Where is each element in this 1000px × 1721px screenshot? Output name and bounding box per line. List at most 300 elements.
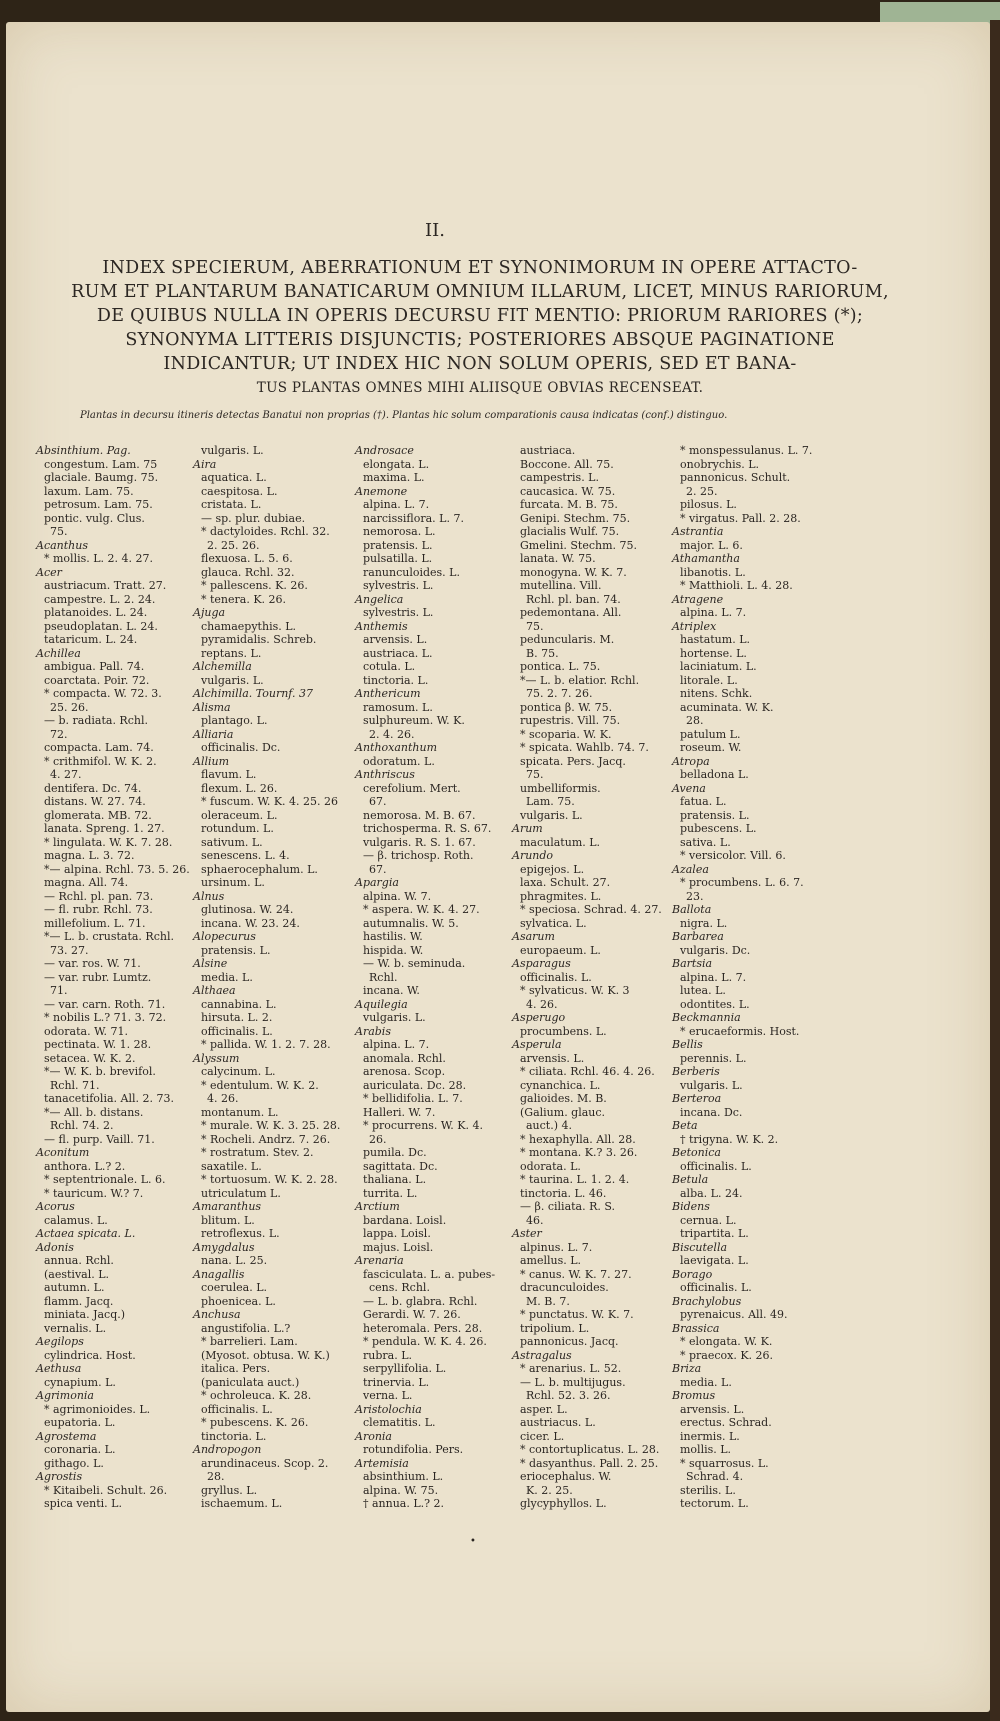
- genus-heading: Ajuga: [193, 606, 226, 619]
- species-entry: officinalis. L.: [680, 1159, 752, 1173]
- genus-heading: Athamantha: [672, 552, 740, 565]
- genus-heading: Andropogon: [193, 1443, 262, 1456]
- species-entry: incana. Dc.: [680, 1105, 743, 1119]
- species-entry: inermis. L.: [680, 1429, 740, 1443]
- species-entry: caucasica. W. 75.: [520, 484, 616, 498]
- species-entry: 2. 25. 26.: [207, 538, 260, 552]
- species-entry: 75. 2. 7. 26.: [526, 687, 593, 700]
- species-entry: rubra. L.: [363, 1348, 412, 1362]
- species-entry: angustifolia. L.?: [201, 1321, 291, 1335]
- species-entry: B. 75.: [526, 646, 559, 660]
- species-entry: tataricum. L. 24.: [44, 633, 138, 646]
- index-column-2: [193, 444, 353, 1511]
- genus-heading: Anemone: [355, 484, 408, 498]
- species-entry: * praecox. K. 26.: [680, 1348, 774, 1362]
- genus-heading: Agrostis: [36, 1470, 83, 1483]
- species-entry: maxima. L.: [363, 471, 425, 484]
- species-entry: 28.: [686, 714, 704, 727]
- species-entry: nigra. L.: [680, 916, 728, 930]
- species-entry: arvensis. L.: [363, 633, 428, 646]
- species-entry: * hexaphylla. All. 28.: [520, 1132, 636, 1146]
- species-entry: pseudoplatan. L. 24.: [44, 619, 158, 633]
- genus-heading: Beckmannia: [672, 1011, 741, 1024]
- species-entry: glaciale. Baumg. 75.: [44, 471, 159, 484]
- species-entry: coerulea. L.: [201, 1281, 268, 1294]
- species-entry: 67.: [369, 862, 387, 876]
- species-entry: * ciliata. Rchl. 46. 4. 26.: [520, 1065, 655, 1078]
- species-entry: laxa. Schult. 27.: [520, 876, 611, 889]
- species-entry: saxatile. L.: [201, 1159, 262, 1173]
- species-entry: — fl. purp. Vaill. 71.: [44, 1132, 155, 1146]
- species-entry: glutinosa. W. 24.: [201, 903, 294, 916]
- species-entry: vulgaris. L.: [363, 1011, 426, 1024]
- species-entry: media. L.: [680, 1375, 732, 1389]
- species-entry: vulgaris. L.: [201, 444, 264, 457]
- genus-heading: Anthriscus: [355, 768, 415, 781]
- species-entry: ramosum. L.: [363, 700, 433, 714]
- title-line: DE QUIBUS NULLA IN OPERIS DECURSU FIT MENTIO: PRIORUM RARIORES (*);: [96, 306, 864, 326]
- species-entry: miniata. Jacq.): [44, 1308, 126, 1321]
- species-entry: vulgaris. Dc.: [680, 943, 751, 957]
- species-entry: eriocephalus. W.: [520, 1470, 612, 1483]
- species-entry: * procumbens. L. 6. 7.: [680, 876, 804, 889]
- genus-heading: Brachylobus: [672, 1294, 742, 1308]
- species-entry: pratensis. L.: [201, 943, 271, 957]
- species-entry: — W. b. seminuda.: [363, 957, 466, 970]
- genus-heading: Alisma: [193, 700, 231, 714]
- species-entry: — Rchl. pl. pan. 73.: [44, 889, 154, 903]
- species-entry: litorale. L.: [680, 673, 738, 687]
- species-entry: millefolium. L. 71.: [44, 916, 146, 930]
- species-entry: — L. b. glabra. Rchl.: [363, 1294, 478, 1308]
- species-entry: sylvestris. L.: [363, 606, 434, 619]
- species-entry: Halleri. W. 7.: [363, 1105, 436, 1119]
- species-entry: pedemontana. All.: [520, 606, 622, 619]
- species-entry: fatua. L.: [680, 795, 727, 808]
- species-entry: † annua. L.? 2.: [363, 1497, 445, 1510]
- species-entry: tinctoria. L.: [201, 1429, 267, 1443]
- species-entry: austriaca. L.: [363, 646, 433, 660]
- species-entry: * virgatus. Pall. 2. 28.: [680, 511, 801, 525]
- species-entry: tinctoria. L.: [363, 673, 429, 687]
- species-entry: perennis. L.: [680, 1051, 747, 1065]
- species-entry: Rchl. pl. ban. 74.: [526, 592, 621, 606]
- genus-heading: Ballota: [672, 903, 712, 916]
- species-entry: 71.: [50, 984, 68, 997]
- genus-heading: Amygdalus: [193, 1240, 255, 1254]
- species-entry: rotundum. L.: [201, 822, 274, 835]
- species-entry: procumbens. L.: [520, 1024, 607, 1038]
- species-entry: arenosa. Scop.: [363, 1065, 446, 1078]
- species-entry: coarctata. Poir. 72.: [44, 673, 150, 687]
- genus-heading: Arctium: [355, 1200, 400, 1213]
- genus-heading: Althaea: [193, 984, 236, 997]
- species-entry: 2. 25.: [686, 484, 718, 498]
- species-entry: turrita. L.: [363, 1186, 418, 1200]
- species-entry: 26.: [369, 1132, 387, 1146]
- species-entry: alpina. W. 75.: [363, 1483, 439, 1497]
- species-entry: — β. trichosp. Roth.: [363, 849, 474, 862]
- species-entry: Boccone. All. 75.: [520, 457, 614, 471]
- species-entry: cens. Rchl.: [369, 1281, 430, 1294]
- species-entry: * versicolor. Vill. 6.: [680, 849, 786, 862]
- species-entry: * monspessulanus. L. 7.: [680, 444, 813, 457]
- species-entry: nana. L. 25.: [201, 1254, 268, 1267]
- species-entry: nitens. Schk.: [680, 687, 753, 700]
- species-entry: * nobilis L.? 71. 3. 72.: [44, 1011, 167, 1024]
- species-entry: * septentrionale. L. 6.: [44, 1173, 166, 1186]
- genus-heading: Aegilops: [36, 1335, 84, 1348]
- species-entry: Gmelini. Stechm. 75.: [520, 538, 637, 552]
- genus-heading: Alyssum: [193, 1051, 240, 1065]
- species-entry: pontica. L. 75.: [520, 660, 601, 673]
- species-entry: * dasyanthus. Pall. 2. 25.: [520, 1456, 659, 1470]
- genus-heading: Berberis: [672, 1065, 720, 1078]
- genus-heading: Artemisia: [355, 1456, 409, 1470]
- genus-heading: Adonis: [36, 1240, 74, 1254]
- species-entry: * barrelieri. Lam.: [201, 1335, 298, 1348]
- species-entry: * taurina. L. 1. 2. 4.: [520, 1173, 630, 1186]
- species-entry: peduncularis. M.: [520, 633, 615, 646]
- species-entry: sativum. L.: [201, 835, 263, 849]
- species-entry: hortense. L.: [680, 646, 747, 660]
- species-entry: absinthium. L.: [363, 1470, 444, 1483]
- species-entry: *— alpina. Rchl. 73. 5. 26.: [44, 862, 190, 876]
- species-entry: *— L. b. elatior. Rchl.: [520, 673, 640, 687]
- genus-heading: Asarum: [512, 930, 555, 943]
- species-entry: oleraceum. L.: [201, 808, 278, 822]
- species-entry: 75.: [50, 525, 68, 538]
- genus-heading: Alliaria: [193, 727, 234, 741]
- species-entry: ursinum. L.: [201, 876, 265, 889]
- genus-heading: Alopecurus: [193, 930, 256, 943]
- species-entry: acuminata. W. K.: [680, 700, 774, 714]
- species-entry: 75.: [526, 619, 544, 633]
- species-entry: odoratum. L.: [363, 754, 435, 768]
- species-entry: retroflexus. L.: [201, 1227, 280, 1240]
- species-entry: fasciculata. L. a. pubes-: [363, 1267, 496, 1281]
- species-entry: cerefolium. Mert.: [363, 781, 461, 795]
- species-entry: * erucaeformis. Host.: [680, 1024, 800, 1038]
- species-entry: pyramidalis. Schreb.: [201, 633, 317, 646]
- species-entry: mutellina. Vill.: [520, 579, 602, 592]
- species-entry: (paniculata auct.): [201, 1375, 300, 1389]
- species-entry: austriacum. Tratt. 27.: [44, 579, 167, 592]
- species-entry: annua. Rchl.: [44, 1254, 114, 1267]
- species-entry: utriculatum L.: [201, 1186, 281, 1200]
- genus-heading: Astragalus: [512, 1348, 572, 1362]
- species-entry: congestum. Lam. 75: [44, 457, 158, 471]
- species-entry: coronaria. L.: [44, 1443, 116, 1456]
- genus-heading: Berteroa: [672, 1092, 722, 1105]
- species-entry: pectinata. W. 1. 28.: [44, 1038, 152, 1051]
- species-entry: arvensis. L.: [680, 1402, 745, 1416]
- species-entry: autumn. L.: [44, 1281, 105, 1294]
- species-entry: * squarrosus. L.: [680, 1456, 769, 1470]
- species-entry: tinctoria. L. 46.: [520, 1186, 607, 1200]
- species-entry: anthora. L.? 2.: [44, 1159, 126, 1173]
- species-entry: lappa. Loisl.: [363, 1227, 431, 1240]
- species-entry: anomala. Rchl.: [363, 1051, 446, 1065]
- section-number: II.: [425, 220, 445, 241]
- species-entry: verna. L.: [363, 1389, 413, 1402]
- species-entry: reptans. L.: [201, 646, 262, 660]
- species-entry: pulsatilla. L.: [363, 552, 433, 565]
- species-entry: 23.: [686, 889, 704, 903]
- species-entry: alpina. L. 7.: [680, 606, 747, 619]
- genus-heading: Anthemis: [355, 619, 408, 633]
- species-entry: pratensis. L.: [680, 808, 750, 822]
- genus-heading: Beta: [672, 1119, 698, 1132]
- genus-heading: Atropa: [672, 754, 710, 768]
- species-entry: campestris. L.: [520, 471, 599, 484]
- species-entry: *— All. b. distans.: [44, 1105, 144, 1119]
- species-entry: tripartita. L.: [680, 1227, 749, 1240]
- species-entry: dracunculoides.: [520, 1281, 609, 1294]
- species-entry: * compacta. W. 72. 3.: [44, 687, 162, 700]
- species-entry: — var. rubr. Lumtz.: [44, 970, 152, 984]
- genus-heading: Actaea spicata. L.: [36, 1227, 136, 1240]
- species-entry: Rchl.: [369, 970, 398, 984]
- species-entry: sylvatica. L.: [520, 916, 587, 930]
- species-entry: trinervia. L.: [363, 1375, 430, 1389]
- species-entry: ranunculoides. L.: [363, 565, 460, 579]
- genus-heading: Aira: [193, 457, 217, 471]
- species-entry: caespitosa. L.: [201, 484, 278, 498]
- species-entry: * scoparia. W. K.: [520, 727, 612, 741]
- species-entry: — sp. plur. dubiae.: [201, 511, 306, 525]
- species-entry: * Kitaibeli. Schult. 26.: [44, 1483, 168, 1497]
- species-entry: officinalis. L.: [520, 970, 592, 984]
- genus-heading: Atragene: [672, 592, 724, 606]
- species-entry: petrosum. Lam. 75.: [44, 498, 153, 511]
- species-entry: * spicata. Wahlb. 74. 7.: [520, 741, 649, 754]
- species-entry: eupatoria. L.: [44, 1416, 116, 1429]
- species-entry: austriacus. L.: [520, 1416, 596, 1429]
- species-entry: belladona L.: [680, 768, 749, 781]
- genus-heading: Asperula: [512, 1038, 562, 1051]
- species-entry: 75.: [526, 768, 544, 781]
- species-entry: — var. carn. Roth. 71.: [44, 997, 166, 1011]
- species-entry: — b. radiata. Rchl.: [44, 714, 148, 727]
- species-entry: magna. L. 3. 72.: [44, 849, 135, 862]
- species-entry: sphaerocephalum. L.: [201, 862, 318, 876]
- species-entry: * bellidifolia. L. 7.: [363, 1092, 463, 1105]
- species-entry: flexuosa. L. 5. 6.: [201, 552, 293, 565]
- species-entry: cicer. L.: [520, 1429, 565, 1443]
- genus-heading: Alnus: [193, 889, 225, 903]
- genus-heading: Anchusa: [193, 1308, 241, 1321]
- genus-heading: Astrantia: [672, 525, 724, 538]
- genus-heading: Anthoxanthum: [355, 741, 438, 754]
- species-entry: * dactyloides. Rchl. 32.: [201, 525, 330, 538]
- species-entry: hastatum. L.: [680, 633, 750, 646]
- species-entry: monogyna. W. K. 7.: [520, 565, 627, 579]
- species-entry: laxum. Lam. 75.: [44, 484, 134, 498]
- species-entry: cynanchica. L.: [520, 1078, 601, 1092]
- species-entry: galioides. M. B.: [520, 1092, 607, 1105]
- species-entry: alpina. L. 7.: [680, 970, 747, 984]
- genus-heading: Barbarea: [672, 930, 724, 943]
- species-entry: 73. 27.: [50, 943, 89, 957]
- species-entry: trichosperma. R. S. 67.: [363, 822, 492, 835]
- species-entry: media. L.: [201, 970, 253, 984]
- genus-heading: Androsace: [355, 444, 414, 457]
- species-entry: bardana. Loisl.: [363, 1213, 447, 1227]
- species-entry: — fl. rubr. Rchl. 73.: [44, 903, 153, 916]
- species-entry: austriaca.: [520, 444, 576, 457]
- species-entry: * pendula. W. K. 4. 26.: [363, 1335, 487, 1348]
- species-entry: senescens. L. 4.: [201, 849, 290, 862]
- species-entry: phragmites. L.: [520, 889, 602, 903]
- species-entry: *— W. K. b. brevifol.: [44, 1065, 156, 1078]
- species-entry: pyrenaicus. All. 49.: [680, 1308, 788, 1321]
- species-entry: vulgaris. L.: [680, 1078, 743, 1092]
- species-entry: tectorum. L.: [680, 1497, 749, 1510]
- species-entry: officinalis. Dc.: [201, 741, 281, 754]
- species-entry: alpina. L. 7.: [363, 498, 430, 511]
- species-entry: odorata. L.: [520, 1159, 581, 1173]
- species-entry: vulgaris. L.: [201, 673, 264, 687]
- genus-heading: Achillea: [36, 646, 81, 660]
- species-entry: * mollis. L. 2. 4. 27.: [44, 552, 154, 565]
- species-entry: calamus. L.: [44, 1213, 108, 1227]
- genus-heading: Allium: [193, 754, 230, 768]
- genus-heading: Borago: [672, 1267, 713, 1281]
- species-entry: auct.) 4.: [526, 1119, 573, 1132]
- species-entry: phoenicea. L.: [201, 1294, 276, 1308]
- species-entry: * procurrens. W. K. 4.: [363, 1119, 483, 1132]
- species-entry: M. B. 7.: [526, 1294, 570, 1308]
- species-entry: odontites. L.: [680, 997, 750, 1011]
- title-line: INDEX SPECIERUM, ABERRATIONUM ET SYNONIMORUM IN OPERE ATTACTO-: [102, 258, 858, 278]
- species-entry: nemorosa. L.: [363, 525, 436, 538]
- species-entry: lanata. W. 75.: [520, 552, 596, 565]
- species-entry: Rchl. 52. 3. 26.: [526, 1389, 611, 1402]
- species-entry: officinalis. L.: [201, 1402, 273, 1416]
- title-line: SYNONYMA LITTERIS DISJUNCTIS; POSTERIORES ABSQUE PAGINATIONE: [125, 330, 835, 350]
- species-entry: glauca. Rchl. 32.: [201, 565, 295, 579]
- species-entry: * tortuosum. W. K. 2. 28.: [201, 1173, 338, 1186]
- species-entry: K. 2. 25.: [526, 1483, 573, 1497]
- species-entry: pontica β. W. 75.: [520, 700, 613, 714]
- genus-heading: Bellis: [672, 1038, 703, 1051]
- species-entry: sylvestris. L.: [363, 579, 434, 592]
- species-entry: *— L. b. crustata. Rchl.: [44, 930, 174, 943]
- species-entry: sterilis. L.: [680, 1483, 736, 1497]
- species-entry: 2. 4. 26.: [369, 727, 415, 741]
- species-entry: * sylvaticus. W. K. 3: [520, 984, 630, 997]
- species-entry: cynapium. L.: [44, 1375, 116, 1389]
- species-entry: erectus. Schrad.: [680, 1416, 772, 1429]
- genus-heading: Amaranthus: [193, 1200, 262, 1213]
- genus-heading: Aristolochia: [355, 1402, 422, 1416]
- species-entry: narcissiflora. L. 7.: [363, 511, 464, 525]
- species-entry: montanum. L.: [201, 1105, 279, 1119]
- species-entry: Gerardi. W. 7. 26.: [363, 1308, 461, 1321]
- species-entry: * fuscum. W. K. 4. 25. 26: [201, 795, 339, 808]
- genus-heading: Acer: [36, 565, 62, 579]
- index-column-1: [36, 444, 196, 1511]
- species-entry: flavum. L.: [201, 768, 257, 781]
- species-entry: 25. 26.: [50, 700, 89, 714]
- species-entry: * murale. W. K. 3. 25. 28.: [201, 1119, 341, 1132]
- species-entry: 4. 26.: [207, 1092, 239, 1105]
- species-entry: flamm. Jacq.: [44, 1294, 114, 1308]
- species-entry: * pallescens. K. 26.: [201, 579, 308, 592]
- species-entry: calycinum. L.: [201, 1065, 276, 1078]
- species-entry: umbelliformis.: [520, 781, 601, 795]
- legend-note: Plantas in decursu itineris detectas Banatui non proprias (†). Plantas hic solum comparationis causa indicatas (conf.) distinguo.: [80, 410, 728, 421]
- species-entry: lutea. L.: [680, 984, 726, 997]
- species-entry: spica venti. L.: [44, 1497, 122, 1510]
- species-entry: * aspera. W. K. 4. 27.: [363, 903, 480, 916]
- species-entry: vulgaris. R. S. 1. 67.: [363, 835, 476, 849]
- species-entry: pratensis. L.: [363, 538, 433, 552]
- species-entry: libanotis. L.: [680, 565, 746, 579]
- species-entry: * speciosa. Schrad. 4. 27.: [520, 903, 662, 916]
- index-column-3: [355, 444, 515, 1511]
- species-entry: * edentulum. W. K. 2.: [201, 1078, 319, 1092]
- species-entry: glacialis Wulf. 75.: [520, 525, 620, 538]
- species-entry: asper. L.: [520, 1402, 568, 1416]
- genus-heading: Anagallis: [193, 1267, 245, 1281]
- species-entry: tanacetifolia. All. 2. 73.: [44, 1092, 174, 1105]
- species-entry: githago. L.: [44, 1456, 104, 1470]
- species-entry: cristata. L.: [201, 498, 262, 511]
- species-entry: sulphureum. W. K.: [363, 714, 465, 727]
- species-entry: * arenarius. L. 52.: [520, 1362, 622, 1375]
- species-entry: arundinaceus. Scop. 2.: [201, 1456, 329, 1470]
- species-entry: platanoides. L. 24.: [44, 606, 148, 619]
- page-mark: •: [470, 1536, 476, 1547]
- genus-heading: Alchimilla. Tournf. 37: [193, 687, 313, 700]
- species-entry: chamaepythis. L.: [201, 619, 297, 633]
- species-entry: Schrad. 4.: [686, 1470, 744, 1483]
- species-entry: furcata. M. B. 75.: [520, 498, 618, 511]
- index-column-5: [672, 444, 832, 1511]
- species-entry: mollis. L.: [680, 1443, 732, 1456]
- genus-heading: Apargia: [355, 876, 399, 889]
- species-entry: Lam. 75.: [526, 795, 575, 808]
- binding-shadow: [990, 20, 1000, 1721]
- species-entry: (Galium. glauc.: [520, 1105, 606, 1119]
- species-entry: pubescens. L.: [680, 822, 757, 835]
- species-entry: officinalis. L.: [680, 1281, 752, 1294]
- species-entry: laciniatum. L.: [680, 660, 757, 673]
- species-entry: * canus. W. K. 7. 27.: [520, 1267, 632, 1281]
- species-entry: * agrimonioides. L.: [44, 1402, 151, 1416]
- species-entry: — L. b. multijugus.: [520, 1375, 626, 1389]
- species-entry: * ochroleuca. K. 28.: [201, 1389, 312, 1402]
- species-entry: heteromala. Pers. 28.: [363, 1321, 483, 1335]
- genus-heading: Bartsia: [672, 957, 713, 970]
- species-entry: alba. L. 24.: [680, 1186, 743, 1200]
- genus-heading: Biscutella: [672, 1240, 728, 1254]
- species-entry: rupestris. Vill. 75.: [520, 714, 621, 727]
- species-entry: Rchl. 71.: [50, 1078, 100, 1092]
- genus-heading: Asperugo: [512, 1011, 566, 1024]
- species-entry: alpina. L. 7.: [363, 1038, 430, 1051]
- genus-heading: Briza: [672, 1362, 702, 1375]
- species-entry: 72.: [50, 727, 68, 741]
- genus-heading: Absinthium. Pag.: [36, 444, 131, 457]
- species-entry: roseum. W.: [680, 741, 742, 754]
- species-entry: tripolium. L.: [520, 1321, 590, 1335]
- genus-heading: Atriplex: [672, 619, 717, 633]
- species-entry: hastilis. W.: [363, 930, 423, 943]
- species-entry: Rchl. 74. 2.: [50, 1119, 114, 1132]
